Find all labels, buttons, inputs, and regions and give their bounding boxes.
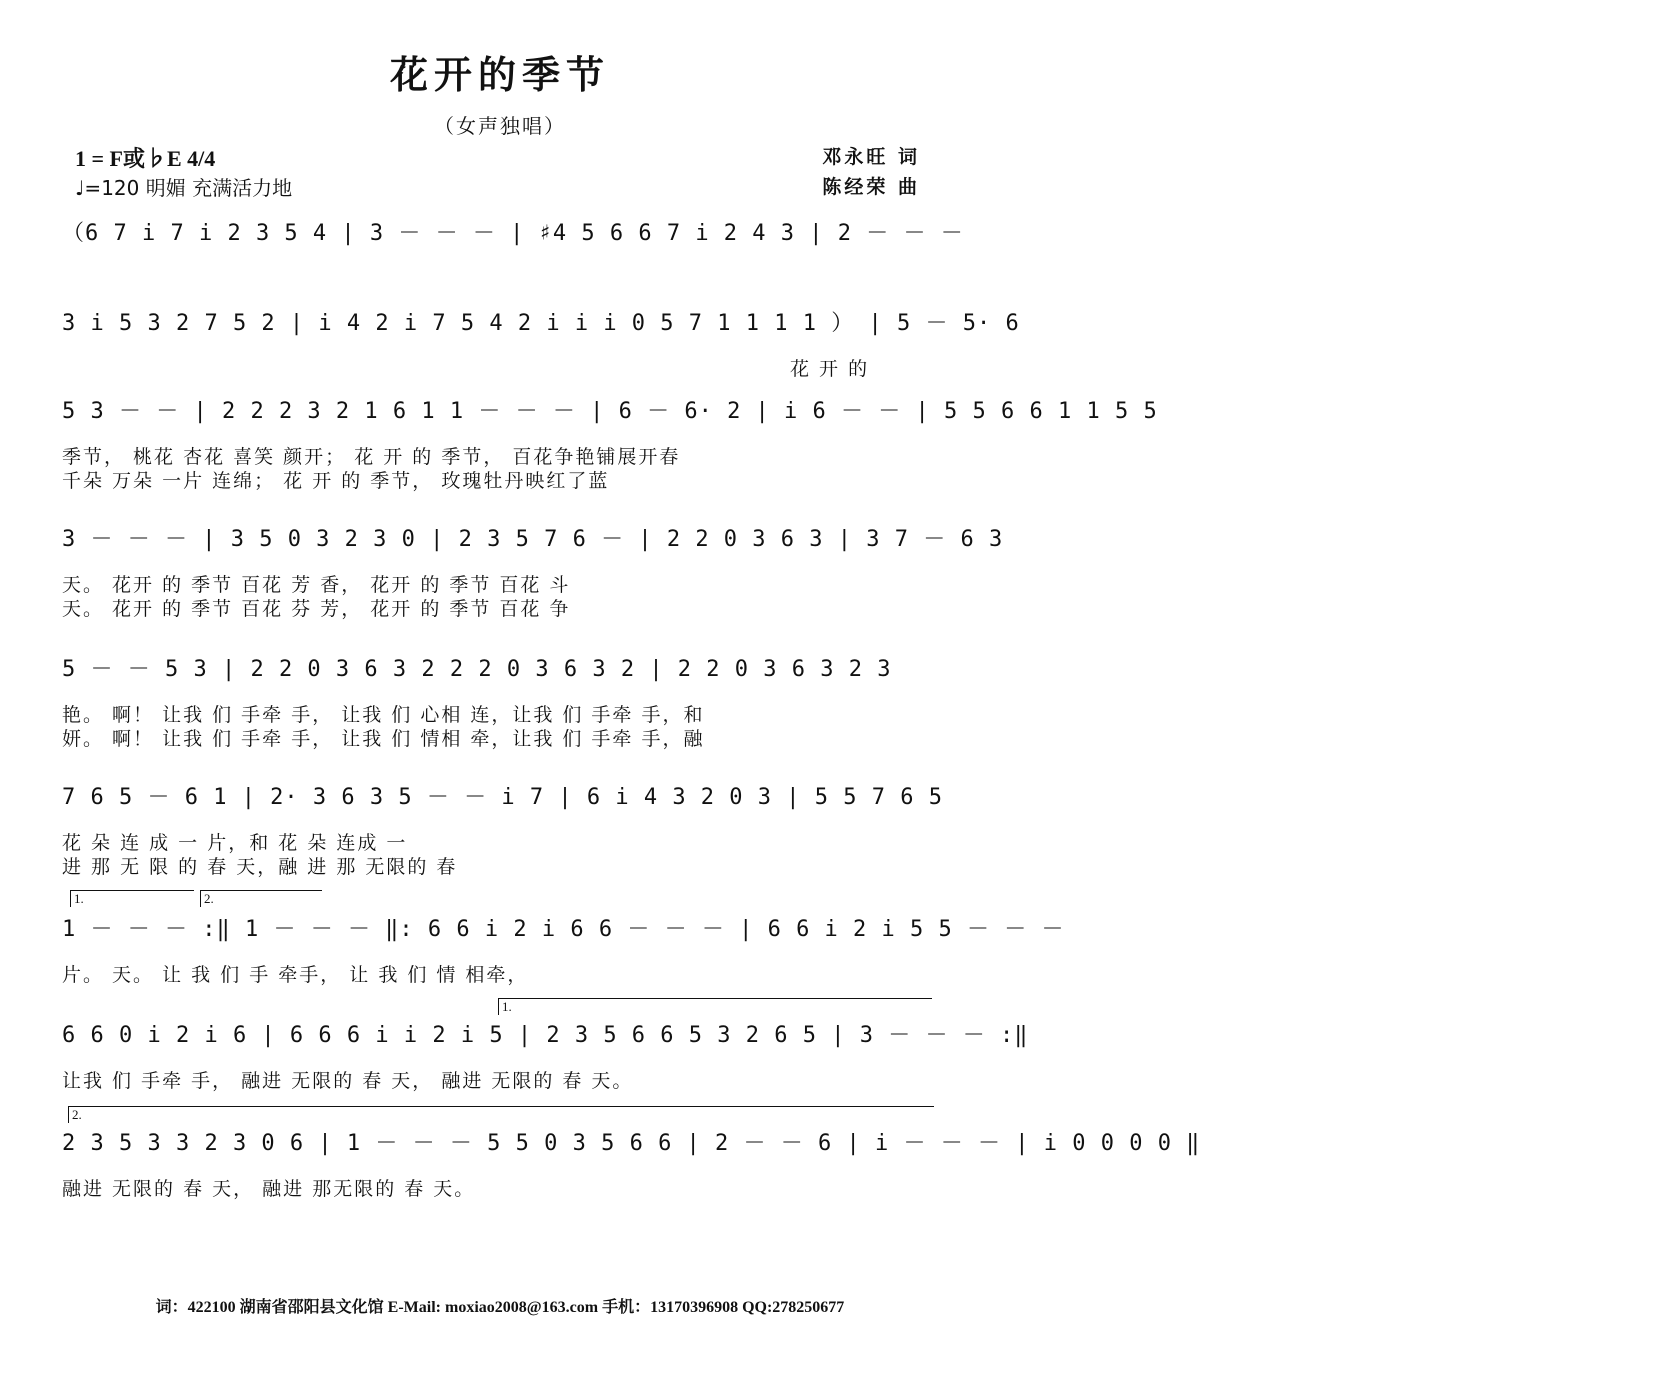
notation-line: （6 7 i 7 i 2 3 5 4 | 3 － － － | ♯4 5 6 6 7 i 2 4 3 | 2 － － － xyxy=(62,221,964,246)
score-row-4 xyxy=(62,522,1004,652)
volta-second-ending-2: 2. xyxy=(68,1106,934,1123)
lyric-line-1: 融进 无限的 春 天， 融进 那无限的 春 天。 xyxy=(62,1178,476,1200)
score-row-3 xyxy=(62,394,1158,524)
lyric-line-1: 片。 天。 让 我 们 手 牵手， 让 我 们 情 相牵， xyxy=(62,964,529,986)
lyric-line-2: 千朵 万朵 一片 连绵； 花 开 的 季节， 玫瑰牡丹映红了蓝 xyxy=(62,470,610,492)
notation-line: 3 － － － | 3 5 0 3 2 3 0 | 2 3 5 7 6 － | 2 2 0 3 6 3 | 3 7 － 6 3 xyxy=(62,527,1004,552)
notation-line: 6 6 0 i 2 i 6 | 6 6 6 i i 2 i 5 | 2 3 5 6 6 5 3 2 6 5 | 3 － － － :‖ xyxy=(62,1023,1029,1048)
lyric-line-1: 季节， 桃花 杏花 喜笑 颜开； 花 开 的 季节， 百花争艳铺展开春 xyxy=(62,446,681,468)
lyric-line-1: 花 开 的 xyxy=(790,358,870,380)
notation-line: 7 6 5 － 6 1 | 2· 3 6 3 5 － － i 7 | 6 i 4 3 2 0 3 | 5 5 7 6 5 xyxy=(62,785,943,810)
lyric-line-2: 妍。 啊！ 让我 们 手牵 手， 让我 们 情相 牵，让我 们 手牵 手，融 xyxy=(62,728,705,750)
score-row-5 xyxy=(62,652,942,782)
volta-first-ending-2: 1. xyxy=(498,998,932,1015)
lyric-line-1: 花 朵 连 成 一 片，和 花 朵 连成 一 xyxy=(62,832,408,854)
lyric-line-2: 天。 花开 的 季节 百花 芬 芳， 花开 的 季节 百花 争 xyxy=(62,598,571,620)
key-signature: 1 = F或♭E 4/4 xyxy=(75,146,216,171)
lyricist-credit: 邓永旺 词 xyxy=(822,146,920,168)
composer-credit: 陈经荣 曲 xyxy=(822,176,920,198)
contact-footer: 词：422100 湖南省邵阳县文化馆 E-Mail: moxiao2008@163.com 手机：13170396908 QQ:278250677 xyxy=(155,1299,845,1316)
notation-line: 1 － － － :‖ 1 － － － ‖: 6 6 i 2 i 6 6 － － － | 6 6 i 2 i 5 5 － － － xyxy=(62,917,1065,942)
notation-line: 5 － － 5 3 | 2 2 0 3 6 3 2 2 2 0 3 6 3 2 | 2 2 0 3 6 3 2 3 xyxy=(62,657,892,682)
volta-first-ending: 1. xyxy=(70,890,194,907)
score-row-9 xyxy=(62,1126,1201,1256)
song-title: 花开的季节 xyxy=(389,53,610,97)
song-subtitle: （女声独唱） xyxy=(434,114,566,138)
score-row-6 xyxy=(62,780,942,910)
lyric-line-1: 天。 花开 的 季节 百花 芳 香， 花开 的 季节 百花 斗 xyxy=(62,574,571,596)
tempo-marking: ♩=120 明媚 充满活力地 xyxy=(75,176,293,200)
notation-line: 3 i 5 3 2 7 5 2 | i 4 2 i 7 5 4 2 i i i 0 5 7 1 1 1 1 ） | 5 － 5· 6 xyxy=(62,311,1020,336)
lyric-line-1: 让我 们 手牵 手， 融进 无限的 春 天， 融进 无限的 春 天。 xyxy=(62,1070,634,1092)
volta-second-ending: 2. xyxy=(200,890,322,907)
lyric-line-1: 艳。 啊！ 让我 们 手牵 手， 让我 们 心相 连，让我 们 手牵 手，和 xyxy=(62,704,705,726)
lyric-line-2: 进 那 无 限 的 春 天，融 进 那 无限的 春 xyxy=(62,856,458,878)
notation-line: 2 3 5 3 3 2 3 0 6 | 1 － － － 5 5 0 3 5 6 6 | 2 － － 6 | i － － － | i 0 0 0 0 ‖ xyxy=(62,1131,1201,1156)
notation-line: 5 3 － － | 2 2 2 3 2 1 6 1 1 － － － | 6 － 6· 2 | i 6 － － | 5 5 6 6 1 1 5 5 xyxy=(62,399,1158,424)
